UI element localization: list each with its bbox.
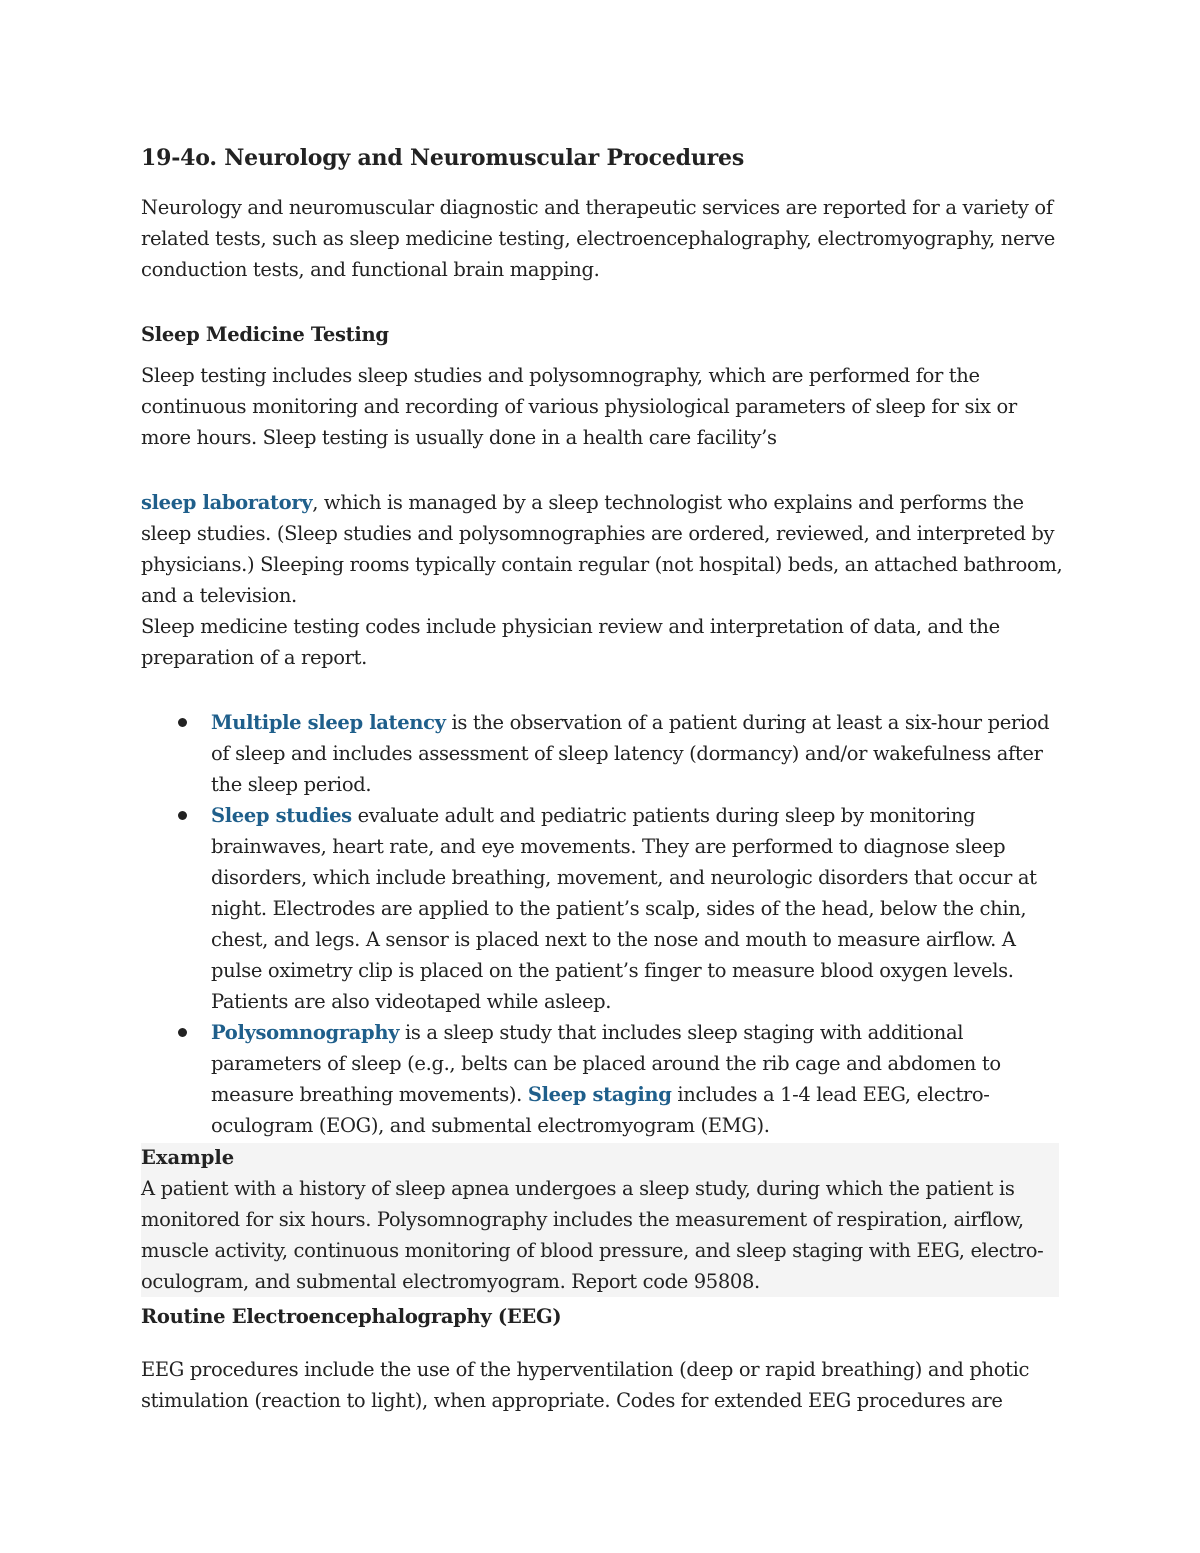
document-page <box>141 140 1071 1416</box>
bullet-icon <box>178 811 187 820</box>
sleep-laboratory-paragraph <box>141 487 1071 611</box>
list-item <box>141 1017 1071 1141</box>
bullet-text: evaluate adult and pediatric patients during sleep by monitoring brainwaves, heart rate, and eye movements. They are performed to diagnose sleep disorders, which include breathing, movement, and neurologic disorders that occur at night. Electrodes are applied to the patient’s scalp, sides of the head, below the chin, chest, and legs. A sensor is placed next to the nose and mouth to measure airflow. A pulse oximetry clip is placed on the patient’s finger to measure blood oxygen levels. Patients are also videotaped while asleep. <box>211 804 1037 1013</box>
eeg-paragraph: EEG procedures include the use of the hyperventilation (deep or rapid breathing) and photic stimulation (reaction to light), when appropriate. Codes for extended EEG procedures are <box>141 1358 1030 1412</box>
example-text: A patient with a history of sleep apnea undergoes a sleep study, during which the patient is monitored for six hours. Polysomnography includes the measurement of respiration, airflow, muscle activity, continuous monitoring of blood pressure, and sleep staging with EEG, electro-oculogram, and submental electromyogram. Report code 95808. <box>141 1177 1044 1293</box>
page-title: 19-4o. Neurology and Neuromuscular Procedures <box>141 145 745 171</box>
section-heading-sleep-medicine: Sleep Medicine Testing <box>141 323 389 346</box>
bullet-icon <box>178 1028 187 1037</box>
sleep-testing-paragraph: Sleep testing includes sleep studies and polysomnography, which are performed for the continuous monitoring and recording of various physiological parameters of sleep for six or more hours. Sleep testing is usually done in a health care facility’s <box>141 364 1017 449</box>
intro-paragraph: Neurology and neuromuscular diagnostic and therapeutic services are reported for a variety of related tests, such as sleep medicine testing, electroencephalography, electromyography, nerve conduction tests, and functional brain mapping. <box>141 196 1055 281</box>
term-sleep-studies: Sleep studies <box>211 804 352 827</box>
term-multiple-sleep-latency: Multiple sleep latency <box>211 711 446 734</box>
example-box <box>141 1143 1059 1297</box>
term-polysomnography: Polysomnography <box>211 1021 400 1044</box>
term-sleep-staging: Sleep staging <box>527 1083 672 1106</box>
example-label: Example <box>141 1146 235 1169</box>
sleep-laboratory-text: , which is managed by a sleep technologist who explains and performs the sleep studies. (Sleep studies and polysomnographies are ordered, reviewed, and interpreted by physicians.) Sleeping rooms typically contain regular (not hospital) beds, an attached bathroom, and a television. <box>141 491 1063 607</box>
bullet-text: is the observation of a patient during at least a six-hour period of sleep and includes assessment of sleep latency (dormancy) and/or wakefulness after the sleep period. <box>211 711 1050 796</box>
list-item <box>141 707 1071 800</box>
bullet-text: is a sleep study that includes sleep staging with additional parameters of sleep (e.g., belts can be placed around the rib cage and abdomen to measure breathing movements). <box>211 1021 1001 1106</box>
codes-paragraph: Sleep medicine testing codes include physician review and interpretation of data, and the preparation of a report. <box>141 615 1000 669</box>
bullet-text: includes a 1-4 lead EEG, electro-oculogram (EOG), and submental electromyogram (EMG). <box>211 1083 990 1137</box>
bullet-icon <box>178 718 187 727</box>
bullet-list <box>141 707 1071 1141</box>
term-sleep-laboratory: sleep laboratory <box>141 491 313 514</box>
section-heading-eeg: Routine Electroencephalography (EEG) <box>141 1305 562 1328</box>
list-item <box>141 800 1071 1017</box>
